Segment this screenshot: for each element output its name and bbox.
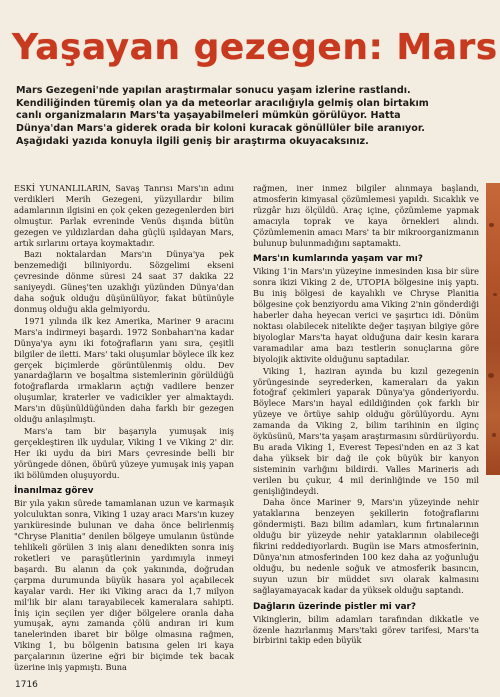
right-column [253, 183, 479, 683]
article-title: Yaşayan gezegen: Mars [12, 27, 498, 68]
left-paragraph-3: 1971 yılında ilk kez Amerika, Mariner 9 aracını Mars'a indirmeyi başardı. 1972 Sonbaharı'na kadar Dünya'ya aynı iki fotoğrafların yanı sıra, çeşitli bilgiler de iletti. Mars' taki oluşumlar böylece ilk kez gerçek biçimlerde görüntülenmiş oldu. Dev yanardağların ve boşaltma sistemlerinin görüldüğü fotoğraflarda ırmakların açtığı vadilere benzer oluşumlar, kraterler ve vadicikler yer almaktaydı. Mars'ın düşünüldüğünden daha farklı bir gezegen olduğu anlaşılmıştı. [14, 315, 234, 425]
left-column [14, 183, 234, 675]
right-paragraph-5: Vikinglerin, bilim adamları tarafından dikkatle ve özenle hazırlanmış Mars'taki görev tarifesi, Mars'ta birbirini takip eden büyük [253, 613, 479, 646]
mars-surface-photo [486, 183, 500, 475]
section-heading-life: Mars'ın kumlarında yaşam var mı? [253, 254, 423, 265]
right-paragraph-1: rağmen, iner inmez bilgiler alınmaya başlandı, atmosferin kimyasal çözümlemesi yapıldı. Sıcaklık ve rüzgâr hızı ölçüldü. Araç içine, çözümleme yapmak amacıyla toprak ve kaya örnekleri alındı. Çözümlemenin amacı Mars' ta bir mikroorganizmanın bulunup bulunmadığını saptamaktı. [253, 183, 479, 248]
left-paragraph-1: ESKİ YUNANLILARIN, Savaş Tanrısı Mars'ın adını verdikleri Merih Gezegeni, yüzyıllardır bilim adamlarının ilgisini en çok çeken gezegenlerden biri olmuştur. Parlak evreninde Venüs dışında bütün gezegen ve yıldızlardan daha güçlü ışıldayan Mars, artık sırlarını ortaya koymaktadır. [14, 183, 234, 248]
left-paragraph-5: Bir yıla yakın sürede tamamlanan uzun ve karmaşık yolculuktan sonra, Viking 1 uzay aracı Mars'ın kuzey yarıküresinde bulunan ve daha önce belirlenmiş "Chryse Planitia" denilen bölgeye umulanın üstünde tehlikeli görülen 3 iniş alanı denedikten sonra iniş roketleri ve paraşütlerinin yardımıyla inmeyi başardı. Bu alanın da çok yakınında, doğrudan çarpma durumunda büyük hasara yol açabilecek kayalar vardı. Her iki Viking aracı da 1,7 milyon mil'lik bir alanı tarayabilecek kameralara sahipti. İniş için seçilen yer diğer bölgelere oranla daha yumuşak, aynı zamanda çölü andıran iri kum tanelerinden ibaret bir bölge olmasına rağmen, Viking 1, bu bölgenin batısına gelen iri kaya parçalarının üzerine eğri bir biçimde tek bacak üzerine iniş yapmıştı. Buna [14, 498, 234, 673]
right-paragraph-4: Daha önce Mariner 9, Mars'ın yüzeyinde nehir yataklarına benzeyen şekillerin fotoğraflarını göndermişti. Bazı bilim adamları, kum fırtınalarının olduğu bir yüzeyde nehir yataklarının olabileceği fikrini reddediyorlardı. Bugün ise Mars atmosferinin, Dünya'nın atmosferinden 100 kez daha az yoğunluğu olduğu, bu nedenle soğuk ve atmosferik basıncın, suyun uzun bir müddet sıvı olarak kalmasını sağlayamayacak kadar da yüksek olduğu saptandı. [253, 497, 479, 595]
left-paragraph-2: Bazı noktalardan Mars'ın Dünya'ya pek benzemediği biliniyordu. Sözgelimi ekseni çevresinde dönme süresi 24 saat 37 dakika 22 saniyeydi. Güneş'ten uzaklığı yüzünden Dünya'dan daha soğuk olduğu düşünülüyor, fakat bütünüyle donmuş olduğu akla gelmiyordu. [14, 249, 234, 314]
right-paragraph-3: Viking 1, haziran ayında bu kızıl gezegenin yörüngesinde seyrederken, kameraları da yakın fotoğraf çekimleri yaparak Dünya'ya gönderiyordu. Böylece Mars'ın hayal edildiğinden çok farklı bir yüzeye ve örtüye sahip olduğu görülüyordu. Aynı zamanda da Viking 2, bilim tarihinin en ilginç öyküsünü, Mars'ta yaşam araştırmasını sürdürüyordu. Bu arada Viking 1, Everest Tepesi'nden en az 3 kat daha yüksek bir dağ ile çok büyük bir kanyon sisteminin varlığını bildirdi. Valles Marineris adı verilen bu çukur, 4 mil derinliğinde ve 150 mil genişliğindeydi. [253, 365, 479, 496]
section-heading-tracks: Dağların üzerinde pistler mi var? [253, 601, 416, 612]
article-intro: Mars Gezegeni'nde yapılan araştırmalar sonucu yaşam izlerine rastlandı. Kendiliğinden türemiş olan ya da meteorlar aracılığıyla gelmiş olan birtakım canlı organizmaların Mars'ta yaşayabilmeleri mümkün görülüyor. Hatta Dünya'dan Mars'a giderek orada bir koloni kuracak gönüllüler bile aranıyor. Aşağıdaki yazıda konuyla ilgili geniş bir araştırma okuyacaksınız. [16, 85, 429, 147]
left-paragraph-4: Mars'a tam bir başarıyla yumuşak iniş gerçekleştiren ilk uydular, Viking 1 ve Viking 2' dir. Her iki uydu da biri Mars çevresinde belli bir yörüngede dönen, öbürü yüzeye yumuşak iniş yapan iki bölümden oluşuyordu. [14, 425, 234, 480]
right-paragraph-2: Viking 1'in Mars'ın yüzeyine inmesinden kısa bir süre sonra ikizi Viking 2 de, UTOPIA bölgesine iniş yaptı. Bu iniş bölgesi de kayalıklı ve Chryse Planitia bölgesine çok benziyordu ama Viking 2'nin gönderdiği haberler daha heyecan verici ve şaşırtıcı idi. Dönüm noktası olabilecek nitelikte değer taşıyan bilgiye göre biyologlar Mars'ta hayat olduğuna dair kesin karara varamadılar ama bazı testlerin sonuçlarına göre biyolojik aktivite olduğunu saptadılar. [253, 266, 479, 364]
section-heading-mission: İnanılmaz görev [14, 486, 94, 497]
page-number: 1716 [15, 680, 38, 690]
